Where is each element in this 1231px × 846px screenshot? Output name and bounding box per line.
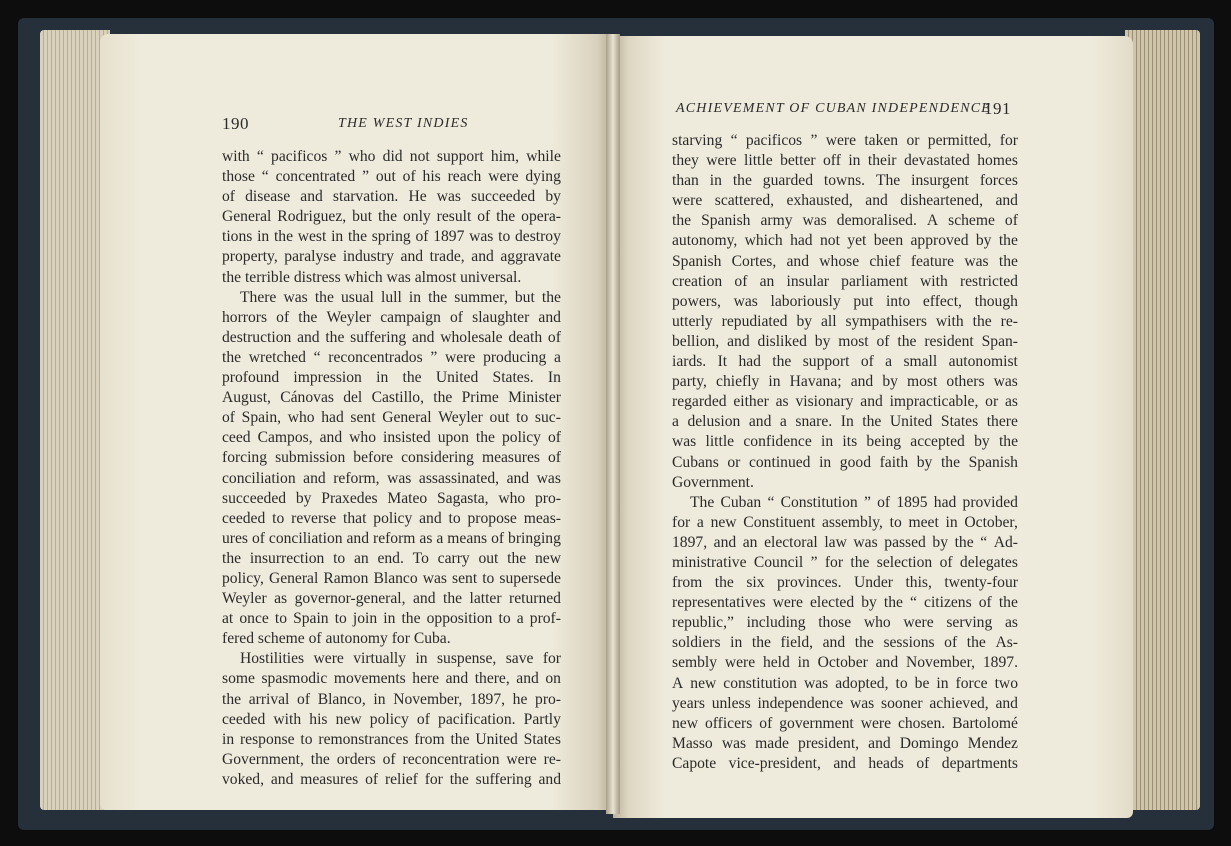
text-line: from the six provinces. Under this, twenty-four bbox=[672, 574, 1018, 592]
text-line: Masso was made president, and Domingo Mendez bbox=[672, 734, 1018, 752]
text-line: Government, the orders of reconcentration were re- bbox=[222, 750, 561, 768]
text-line: Capote vice-president, and heads of departments bbox=[672, 754, 1018, 772]
text-line: horrors of the Weyler campaign of slaughter and bbox=[222, 308, 561, 326]
text-line: fered scheme of autonomy for Cuba. bbox=[222, 630, 451, 648]
text-line: than in the guarded towns. The insurgent forces bbox=[672, 172, 1018, 190]
right-running-head: ACHIEVEMENT OF CUBAN INDEPENDENCE bbox=[676, 101, 992, 116]
right-page-text bbox=[672, 131, 1018, 774]
text-line: voked, and measures of relief for the suffering and bbox=[222, 770, 561, 788]
text-line: years unless independence was sooner achieved, and bbox=[672, 694, 1018, 712]
text-line: There was the usual lull in the summer, but the bbox=[240, 288, 561, 306]
text-line: the Spanish army was demoralised. A scheme of bbox=[672, 212, 1018, 230]
text-line: Hostilities were virtually in suspense, save for bbox=[240, 650, 561, 668]
text-line: was little confidence in its being accepted by the bbox=[672, 433, 1018, 451]
text-line: succeeded by Praxedes Mateo Sagasta, who pro- bbox=[222, 489, 561, 507]
text-line: Government. bbox=[672, 473, 754, 491]
text-line: The Cuban “ Constitution ” of 1895 had provided bbox=[690, 493, 1018, 511]
text-line: Cubans or continued in good faith by the Spanish bbox=[672, 453, 1018, 471]
text-line: conciliation and reform, was assassinated, and was bbox=[222, 469, 561, 487]
text-line: of disease and starvation. He was succeeded by bbox=[222, 188, 561, 206]
text-line: soldiers in the field, and the sessions of the As- bbox=[672, 634, 1018, 652]
text-line: profound impression in the United States. In bbox=[222, 369, 561, 387]
text-line: ceed Campos, and who insisted upon the policy of bbox=[222, 429, 561, 447]
text-line: at once to Spain to join in the opposition to a prof- bbox=[222, 610, 561, 628]
text-line: the insurrection to an end. To carry out the new bbox=[222, 549, 561, 567]
text-line: Weyler as governor-general, and the latter returned bbox=[222, 590, 561, 608]
text-line: new officers of government were chosen. Bartolomé bbox=[672, 714, 1018, 732]
text-line: August, Cánovas del Castillo, the Prime Minister bbox=[222, 389, 561, 407]
text-line: destruction and the suffering and wholesale death of bbox=[222, 328, 561, 346]
text-line: iards. It had the support of a small autonomist bbox=[672, 353, 1018, 371]
text-line: A new constitution was adopted, to be in force two bbox=[672, 674, 1018, 692]
left-running-head: THE WEST INDIES bbox=[338, 116, 469, 131]
text-line: sembly were held in October and November, 1897. bbox=[672, 654, 1018, 672]
text-line: a delusion and a snare. In the United States there bbox=[672, 413, 1018, 431]
text-line: powers, was laboriously put into effect, though bbox=[672, 292, 1018, 310]
text-line: in response to remonstrances from the United States bbox=[222, 730, 561, 748]
text-line: with “ pacificos ” who did not support him, while bbox=[222, 148, 561, 165]
text-line: were scattered, exhausted, and disheartened, and bbox=[672, 192, 1018, 210]
text-line: they were little better off in their devastated homes bbox=[672, 152, 1018, 170]
left-page-number: 190 bbox=[222, 114, 249, 133]
text-line: ures of conciliation and reform as a means of bringing bbox=[222, 529, 561, 547]
text-line: autonomy, which had not yet been approved by the bbox=[672, 232, 1018, 250]
text-line: property, paralyse industry and trade, and aggravate bbox=[222, 248, 561, 266]
text-line: ministrative Council ” for the selection of delegates bbox=[672, 553, 1018, 571]
text-line: representatives were elected by the “ citizens of the bbox=[672, 594, 1018, 612]
text-line: regarded either as visionary and impracticable, or as bbox=[672, 393, 1018, 411]
text-line: ceeded with his new policy of pacification. Partly bbox=[222, 710, 561, 728]
left-page-text bbox=[222, 147, 561, 790]
text-line: creation of an insular parliament with restricted bbox=[672, 272, 1018, 290]
text-line: those “ concentrated ” out of his reach were dying bbox=[222, 168, 561, 186]
text-line: republic,” including those who were serving as bbox=[672, 614, 1018, 632]
text-line: some spasmodic movements here and there, and on bbox=[222, 670, 561, 688]
text-line: 1897, and an electoral law was passed by the “ Ad- bbox=[672, 533, 1018, 551]
text-line: for a new Constituent assembly, to meet in October, bbox=[672, 513, 1018, 531]
text-line: utterly repudiated by all sympathisers with the re- bbox=[672, 312, 1018, 330]
text-line: party, chiefly in Havana; and by most others was bbox=[672, 373, 1018, 391]
text-line: policy, General Ramon Blanco was sent to supersede bbox=[222, 569, 561, 587]
text-line: the wretched “ reconcentrados ” were producing a bbox=[222, 348, 561, 366]
text-line: forcing submission before considering measures of bbox=[222, 449, 561, 467]
text-line: General Rodriguez, but the only result of the opera- bbox=[222, 208, 561, 226]
text-line: bellion, and disliked by most of the resident Span- bbox=[672, 332, 1018, 350]
book-gutter bbox=[606, 34, 620, 814]
right-page-number: 191 bbox=[984, 99, 1011, 118]
text-line: tions in the west in the spring of 1897 was to destroy bbox=[222, 228, 561, 246]
text-line: Spanish Cortes, and whose chief feature was the bbox=[672, 252, 1018, 270]
text-line: the arrival of Blanco, in November, 1897, he pro- bbox=[222, 690, 561, 708]
text-line: ceeded to reverse that policy and to propose meas- bbox=[222, 509, 561, 527]
text-line: the terrible distress which was almost universal. bbox=[222, 268, 522, 286]
text-line: of Spain, who had sent General Weyler out to suc- bbox=[222, 409, 561, 427]
right-page-edges bbox=[1125, 30, 1200, 810]
text-line: starving “ pacificos ” were taken or permitted, for bbox=[672, 132, 1018, 149]
